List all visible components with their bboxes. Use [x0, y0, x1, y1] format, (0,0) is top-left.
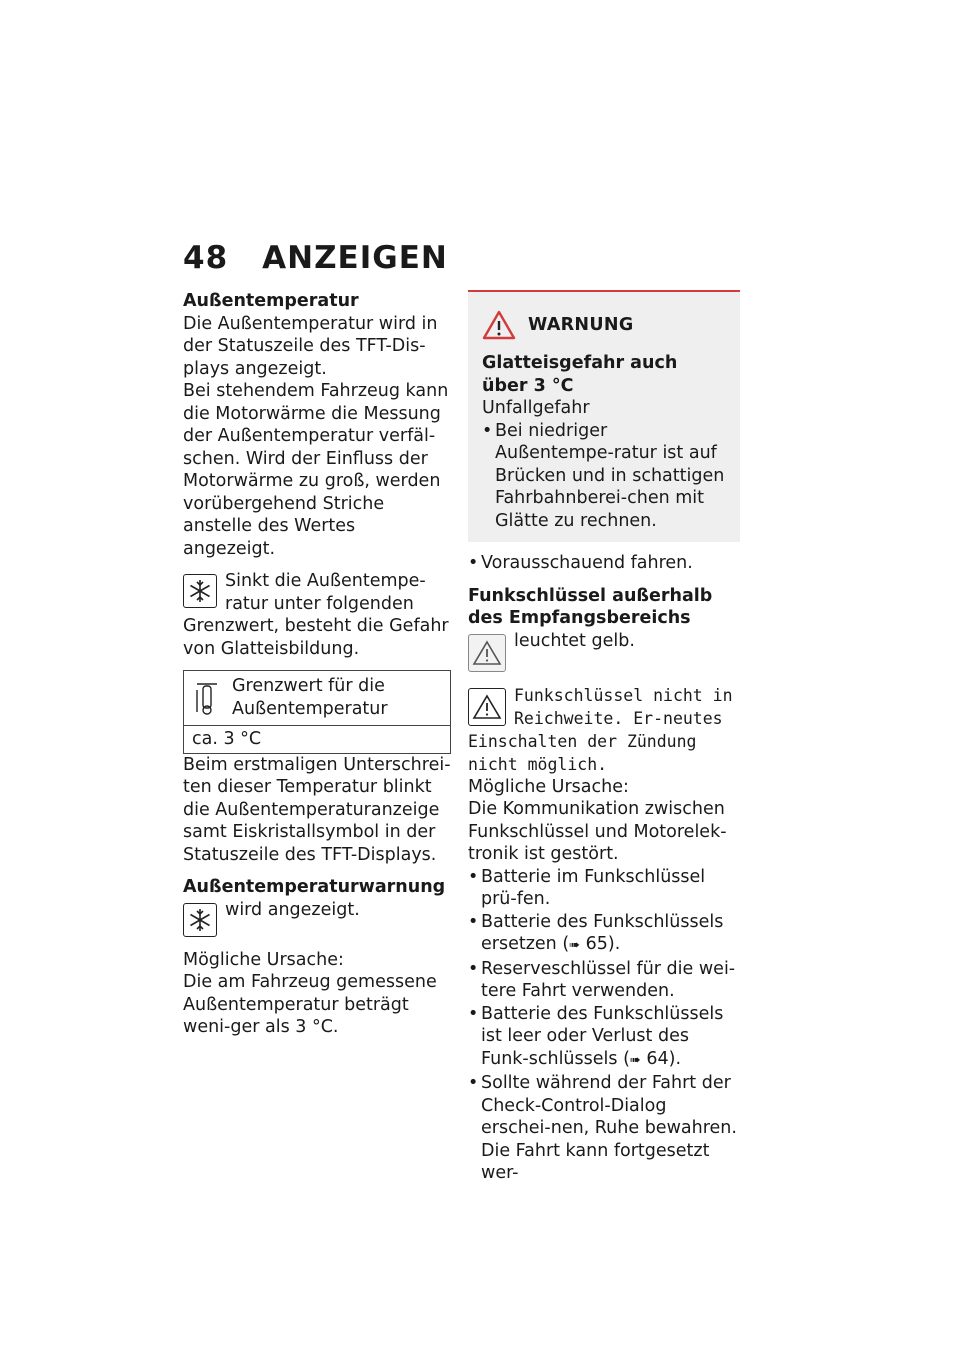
paragraph: Beim erstmaligen Unterschrei-ten dieser Temperatur blinkt die Außentemperaturanzeige samt Eiskristallsymbol in der Statuszeile des TFT-Displays. [183, 754, 451, 865]
snowflake-icon [183, 903, 217, 937]
list-item-tail: ). [668, 1048, 682, 1069]
paragraph: Bei stehendem Fahrzeug kann die Motorwärme die Messung der Außentemperatur verfäl-schen. Wird der Einfluss der Motorwärme zu groß, werden vorübergehend Striche anstelle des Wertes angezeigt. [183, 381, 449, 559]
warning-subtitle: Unfallgefahr [482, 398, 590, 418]
warning-title: Glatteisgefahr auch über 3 °C [482, 353, 678, 396]
display-message [468, 684, 740, 776]
icon-paragraph-text: wird angezeigt. [225, 899, 360, 920]
page-number: 48 [183, 240, 229, 276]
icon-paragraph-text: leuchtet gelb. [514, 630, 635, 651]
warning-box [468, 290, 740, 542]
cause-text: Die Kommunikation zwischen Funkschlüssel und Motorelek-tronik ist gestört. [468, 799, 727, 864]
list-item-text: Batterie des Funkschlüssels ist leer oder Verlust des Funk-schlüssels ( [481, 1003, 724, 1069]
table-value: ca. 3 °C [184, 725, 450, 753]
right-column [468, 290, 740, 1185]
cause-label: Mögliche Ursache: [183, 949, 344, 970]
display-message-text: Funkschlüssel nicht in Reichweite. Er-neutes Einschalten der Zündung nicht möglich. [468, 685, 733, 774]
snowflake-icon [183, 574, 217, 608]
page-ref-link[interactable]: 64 [646, 1048, 669, 1069]
paragraph: Die Außentemperatur wird in der Statuszeile des TFT-Dis-plays angezeigt. [183, 313, 438, 379]
table-header: Grenzwert für die Außentemperatur [232, 676, 388, 719]
left-column [183, 290, 451, 1039]
icon-paragraph [183, 899, 451, 939]
heading-key-out-of-range: Funkschlüssel außerhalb des Empfangsbereichs [468, 585, 713, 628]
page-ref-link[interactable]: 65 [585, 934, 608, 954]
page-ref-arrow-icon: ➠ [569, 938, 581, 953]
icon-paragraph [468, 630, 740, 674]
list-item [468, 911, 740, 958]
icon-paragraph-text: Sinkt die Außentempe-ratur unter folgenden Grenzwert, besteht die Gefahr von Glatteisbildung. [183, 571, 449, 659]
table-header-row [184, 671, 450, 725]
list-item: • Batterie im Funkschlüssel prü-fen. [468, 866, 740, 911]
warning-bullet: • Bei niedriger Außentempe-ratur ist auf Brücken und in schattigen Fahrbahnberei-chen mit Glätte zu rechnen. [482, 420, 726, 533]
list-item: • Reserveschlüssel für die wei-tere Fahrt verwenden. [468, 958, 740, 1003]
warning-triangle-icon [468, 688, 506, 726]
heading-temp-warning: Außentemperaturwarnung [183, 877, 446, 897]
cause-label: Mögliche Ursache: [468, 776, 629, 797]
warning-label: WARNUNG [528, 314, 634, 335]
warning-header [482, 310, 726, 340]
list-item [468, 1003, 740, 1073]
list-item-text: Batterie des Funkschlüssels ersetzen ( [481, 911, 724, 954]
thermometer-icon [190, 681, 224, 715]
heading-outside-temp: Außentemperatur [183, 291, 359, 311]
page-title [183, 240, 448, 276]
warning-triangle-icon [482, 310, 516, 340]
warning-light-icon [468, 634, 506, 672]
list-item-tail: ). [607, 934, 621, 954]
icon-paragraph [183, 570, 451, 660]
list-item: • Sollte während der Fahrt der Check-Control-Dialog erschei-nen, Ruhe bewahren. Die Fahrt kann fortgesetzt wer- [468, 1072, 740, 1185]
list-item: • Vorausschauend fahren. [468, 552, 740, 575]
chapter-title: ANZEIGEN [262, 240, 448, 276]
cause-text: Die am Fahrzeug gemessene Außentemperatur beträgt weni-ger als 3 °C. [183, 972, 437, 1037]
limit-table [183, 670, 451, 754]
page-ref-arrow-icon: ➠ [629, 1052, 641, 1068]
